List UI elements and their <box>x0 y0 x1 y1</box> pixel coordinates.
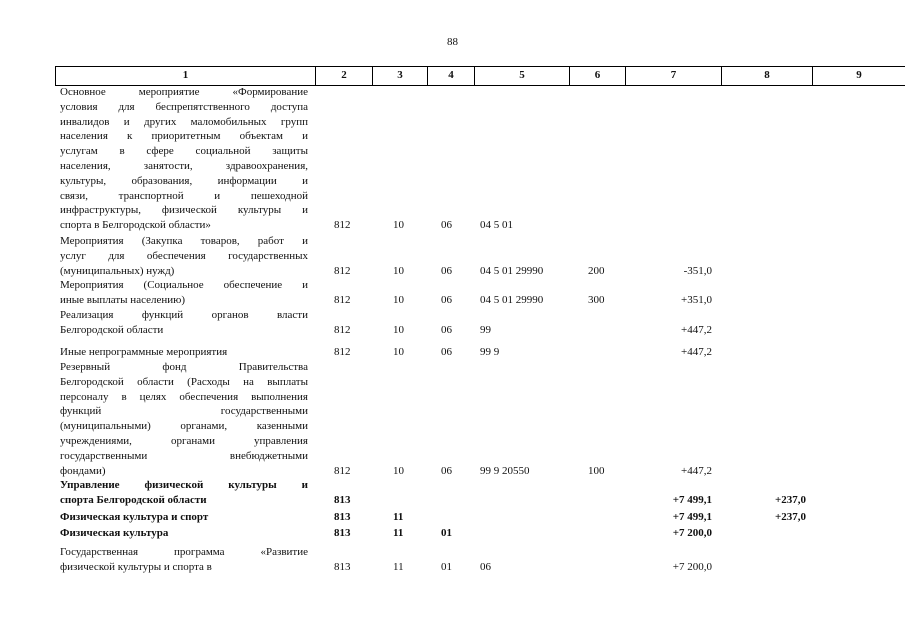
cell-col-4: 06 <box>441 323 452 336</box>
row-name-line: Управление физической культуры и <box>60 479 308 491</box>
row-name-line: Основное мероприятие «Формирование <box>60 86 308 98</box>
cell-col-2: 812 <box>334 323 351 336</box>
row-name-line: услугам в сфере социальной защиты <box>60 145 308 158</box>
cell-col-2: 812 <box>334 293 351 306</box>
row-name-line: Резервный фонд Правительства <box>60 361 308 373</box>
cell-col-3: 10 <box>393 293 404 306</box>
cell-col-7: -351,0 <box>683 264 712 277</box>
row-name <box>60 510 308 525</box>
row-name-line: государственными внебюджетными <box>60 449 308 462</box>
row-name <box>60 308 308 338</box>
cell-col-7: +447,2 <box>681 323 712 336</box>
row-name-line: инвалидов и других маломобильных групп <box>60 115 308 128</box>
row-name-line: спорта Белгородской области <box>60 493 207 506</box>
row-name-line: учреждениями, органами управления <box>60 434 308 447</box>
cell-col-8: +237,0 <box>774 493 806 506</box>
row-name-line: населения к приоритетным объектам и <box>60 130 308 143</box>
cell-col-4: 06 <box>441 264 452 277</box>
row-name-line: (муниципальными) органами, казенными <box>60 420 308 433</box>
row-name <box>60 234 308 278</box>
row-name-line: населения, занятости, здравоохранения, <box>60 159 308 172</box>
row-name-line: Государственная программа «Развитие <box>60 546 308 558</box>
cell-col-7: +7 200,0 <box>672 527 712 539</box>
cell-col-2: 813 <box>334 511 351 523</box>
row-name <box>60 85 308 233</box>
cell-col-4: 01 <box>441 527 452 539</box>
row-name-line: (муниципальных) нужд) <box>60 264 175 277</box>
row-name-line: Мероприятия (Закупка товаров, работ и <box>60 235 308 247</box>
row-name-line: инфраструктуры, физической культуры и <box>60 204 308 217</box>
row-name <box>60 278 308 308</box>
cell-col-2: 813 <box>334 527 351 539</box>
cell-col-3: 11 <box>393 511 404 523</box>
header-col-2: 2 <box>315 66 372 86</box>
cell-col-2: 813 <box>334 493 351 506</box>
cell-col-4: 06 <box>441 346 452 358</box>
page-number: 88 <box>447 36 458 48</box>
cell-col-5: 04 5 01 29990 <box>480 264 544 277</box>
row-name <box>60 545 308 575</box>
cell-col-3: 10 <box>393 219 404 232</box>
cell-col-7: +7 200,0 <box>672 560 712 573</box>
cell-col-5: 99 9 20550 <box>480 464 530 477</box>
row-name-line: услуг для обеспечения государственных <box>60 249 308 262</box>
cell-col-7: +7 499,1 <box>672 493 712 506</box>
row-name <box>60 526 308 541</box>
cell-col-3: 11 <box>393 560 404 573</box>
cell-col-2: 812 <box>334 464 351 477</box>
cell-col-8: +237,0 <box>774 511 806 523</box>
row-name-line: Белгородской области (Расходы на выплаты <box>60 375 308 388</box>
cell-col-3: 10 <box>393 264 404 277</box>
header-col-6: 6 <box>569 66 625 86</box>
cell-col-5: 06 <box>480 560 491 573</box>
cell-col-2: 812 <box>334 219 351 232</box>
header-col-8: 8 <box>721 66 812 86</box>
cell-col-7: +447,2 <box>681 464 712 477</box>
row-name <box>60 345 308 360</box>
header-col-9: 9 <box>812 66 905 86</box>
row-name-line: персоналу в целях обеспечения выполнения <box>60 390 308 403</box>
cell-col-7: +351,0 <box>681 293 712 306</box>
row-name-line: иные выплаты населению) <box>60 293 185 306</box>
cell-col-3: 10 <box>393 323 404 336</box>
row-name-line: Реализация функций органов власти <box>60 309 308 321</box>
cell-col-3: 10 <box>393 464 404 477</box>
row-name-line: связи, транспортной и пешеходной <box>60 189 308 202</box>
cell-col-7: +447,2 <box>681 346 712 358</box>
header-col-5: 5 <box>474 66 569 86</box>
row-name-line: Иные непрограммные мероприятия <box>60 346 228 358</box>
cell-col-4: 01 <box>441 560 452 573</box>
header-col-1: 1 <box>55 66 315 86</box>
row-name-line: функций государственными <box>60 405 308 418</box>
cell-col-5: 99 <box>480 323 491 336</box>
cell-col-3: 11 <box>393 527 404 539</box>
row-name <box>60 478 308 508</box>
cell-col-3: 10 <box>393 346 404 358</box>
cell-col-7: +7 499,1 <box>672 511 712 523</box>
cell-col-5: 04 5 01 29990 <box>480 293 544 306</box>
cell-col-4: 06 <box>441 464 452 477</box>
cell-col-2: 813 <box>334 560 351 573</box>
cell-col-4: 06 <box>441 219 452 232</box>
cell-col-5: 04 5 01 <box>480 219 513 232</box>
cell-col-6: 100 <box>588 464 605 477</box>
cell-col-5: 99 9 <box>480 346 500 358</box>
cell-col-6: 300 <box>588 293 605 306</box>
row-name-line: физической культуры и спорта в <box>60 560 212 573</box>
header-col-7: 7 <box>625 66 721 86</box>
row-name-line: Белгородской области <box>60 323 164 336</box>
cell-col-4: 06 <box>441 293 452 306</box>
row-name-line: фондами) <box>60 464 106 477</box>
cell-col-2: 812 <box>334 264 351 277</box>
row-name-line: культуры, образования, информации и <box>60 174 308 187</box>
row-name-line: условия для беспрепятственного доступа <box>60 100 308 113</box>
header-col-4: 4 <box>427 66 474 86</box>
header-col-3: 3 <box>372 66 427 86</box>
row-name-line: Физическая культура <box>60 527 169 539</box>
row-name <box>60 360 308 478</box>
cell-col-2: 812 <box>334 346 351 358</box>
row-name-line: Физическая культура и спорт <box>60 511 209 523</box>
row-name-line: Мероприятия (Социальное обеспечение и <box>60 279 308 291</box>
cell-col-6: 200 <box>588 264 605 277</box>
row-name-line: спорта в Белгородской области» <box>60 219 211 232</box>
